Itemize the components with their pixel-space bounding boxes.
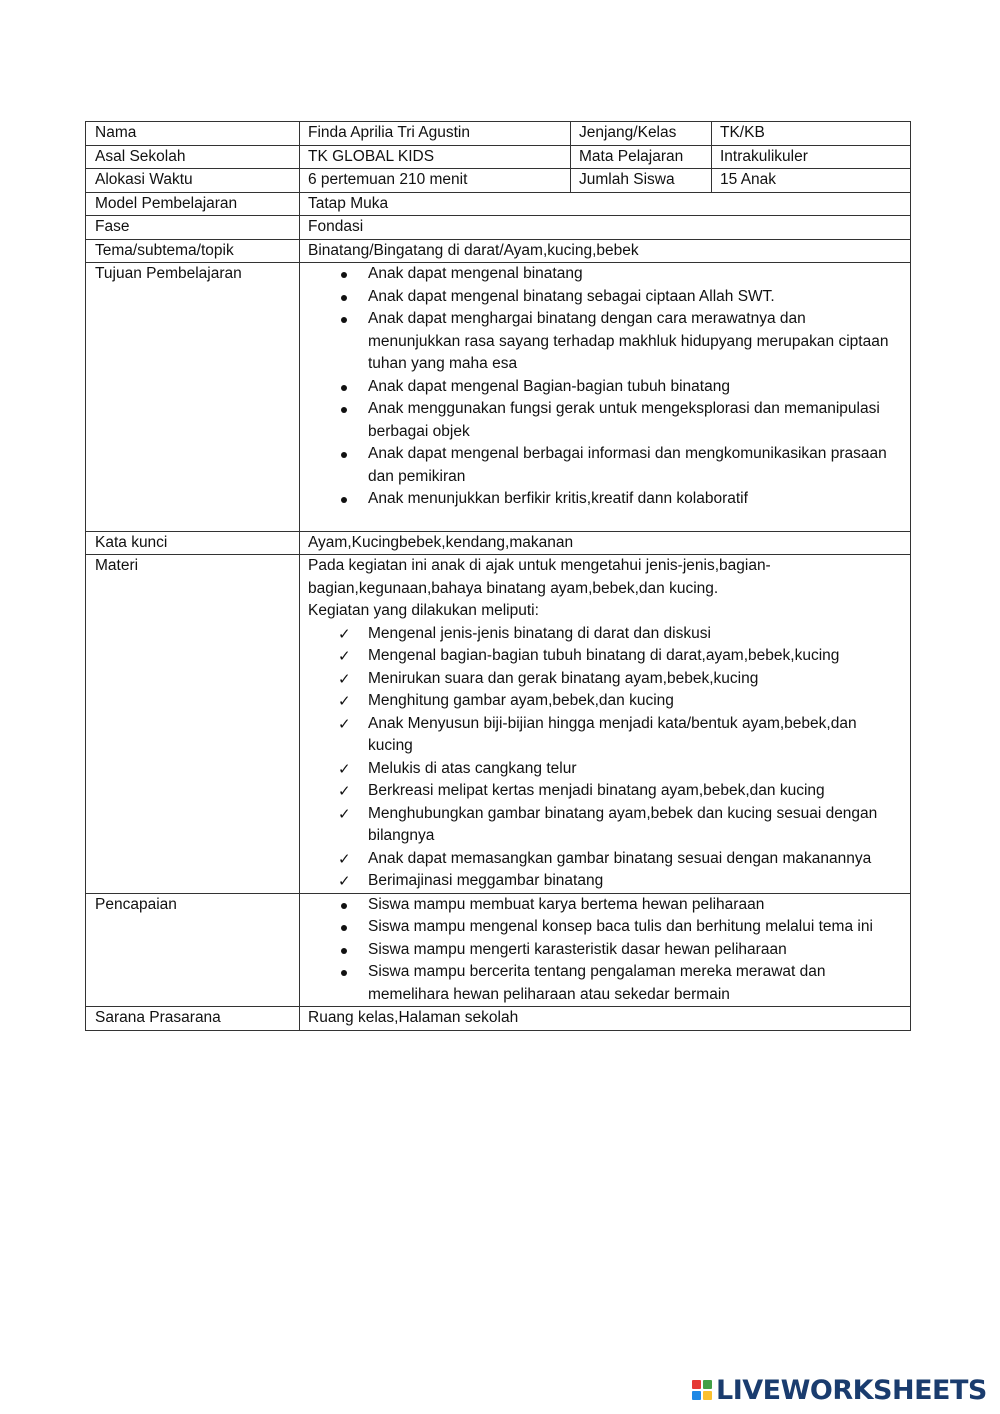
- label-jenjang-kelas: Jenjang/Kelas: [571, 122, 712, 146]
- value-mata-pelajaran: Intrakulikuler: [712, 145, 911, 169]
- label-pencapaian: Pencapaian: [86, 893, 300, 1007]
- row-asal-sekolah: [86, 145, 911, 169]
- label-fase: Fase: [86, 216, 300, 240]
- materi-lead: Kegiatan yang dilakukan meliputi:: [308, 602, 539, 619]
- materi-item: ✓ Berimajinasi meggambar binatang: [368, 870, 902, 893]
- materi-list: [308, 623, 902, 893]
- row-fase: [86, 216, 911, 240]
- label-model-pembelajaran: Model Pembelajaran: [86, 192, 300, 216]
- pencapaian-cell: [300, 893, 911, 1007]
- label-sarana: Sarana Prasarana: [86, 1007, 300, 1031]
- value-sarana: Ruang kelas,Halaman sekolah: [300, 1007, 911, 1031]
- materi-item: ✓ Mengenal bagian-bagian tubuh binatang di darat,ayam,bebek,kucing: [368, 645, 902, 668]
- tujuan-item: Anak dapat mengenal berbagai informasi dan mengkomunikasikan prasaan dan pemikiran: [368, 443, 902, 488]
- materi-item: ✓ Berkreasi melipat kertas menjadi binatang ayam,bebek,dan kucing: [368, 780, 902, 803]
- row-model-pembelajaran: [86, 192, 911, 216]
- label-nama: Nama: [86, 122, 300, 146]
- label-asal-sekolah: Asal Sekolah: [86, 145, 300, 169]
- value-model-pembelajaran: Tatap Muka: [300, 192, 911, 216]
- row-materi: [86, 555, 911, 894]
- materi-item: ✓ Anak dapat memasangkan gambar binatang sesuai dengan makanannya: [368, 848, 902, 871]
- label-tujuan: Tujuan Pembelajaran: [86, 263, 300, 532]
- value-asal-sekolah: TK GLOBAL KIDS: [300, 145, 571, 169]
- label-alokasi-waktu: Alokasi Waktu: [86, 169, 300, 193]
- logo-square: [703, 1380, 712, 1389]
- pencapaian-item: Siswa mampu membuat karya bertema hewan peliharaan: [368, 894, 902, 917]
- logo-square: [703, 1391, 712, 1400]
- materi-cell: [300, 555, 911, 894]
- logo-text: LIVEWORKSHEETS: [716, 1374, 987, 1406]
- value-kata-kunci: Ayam,Kucingbebek,kendang,makanan: [300, 531, 911, 555]
- materi-item: ✓ Menghubungkan gambar binatang ayam,bebek dan kucing sesuai dengan bilangnya: [368, 803, 902, 848]
- row-tema: [86, 239, 911, 263]
- materi-item: ✓ Anak Menyusun biji-bijian hingga menjadi kata/bentuk ayam,bebek,dan kucing: [368, 713, 902, 758]
- row-tujuan: [86, 263, 911, 532]
- row-nama: [86, 122, 911, 146]
- logo-square: [692, 1380, 701, 1389]
- materi-item: ✓ Menirukan suara dan gerak binatang ayam,bebek,kucing: [368, 668, 902, 691]
- pencapaian-item: Siswa mampu bercerita tentang pengalaman mereka merawat dan memelihara hewan peliharaan atau sekedar bermain: [368, 961, 902, 1006]
- label-mata-pelajaran: Mata Pelajaran: [571, 145, 712, 169]
- tujuan-item: Anak dapat mengenal Bagian-bagian tubuh binatang: [368, 376, 902, 399]
- tujuan-item: Anak dapat mengenal binatang: [368, 263, 902, 286]
- logo-square: [692, 1391, 701, 1400]
- tujuan-list: [308, 263, 902, 511]
- row-pencapaian: [86, 893, 911, 1007]
- value-tema: Binatang/Bingatang di darat/Ayam,kucing,bebek: [300, 239, 911, 263]
- materi-item: ✓ Mengenal jenis-jenis binatang di darat dan diskusi: [368, 623, 902, 646]
- label-materi: Materi: [86, 555, 300, 894]
- tujuan-cell: [300, 263, 911, 532]
- tujuan-item: Anak dapat mengenal binatang sebagai ciptaan Allah SWT.: [368, 286, 902, 309]
- tujuan-item: Anak dapat menghargai binatang dengan cara merawatnya dan menunjukkan rasa sayang terhadap makhluk hidupyang merupakan ciptaan tuhan yang maha esa: [368, 308, 902, 376]
- value-nama: Finda Aprilia Tri Agustin: [300, 122, 571, 146]
- row-sarana: [86, 1007, 911, 1031]
- pencapaian-item: Siswa mampu mengenal konsep baca tulis dan berhitung melalui tema ini: [368, 916, 902, 939]
- row-alokasi-waktu: [86, 169, 911, 193]
- materi-item: ✓ Menghitung gambar ayam,bebek,dan kucing: [368, 690, 902, 713]
- spacer: [308, 511, 902, 531]
- liveworksheets-logo: [692, 1374, 987, 1406]
- logo-squares-icon: [692, 1380, 712, 1400]
- label-jumlah-siswa: Jumlah Siswa: [571, 169, 712, 193]
- materi-intro: Pada kegiatan ini anak di ajak untuk mengetahui jenis-jenis,bagian-bagian,kegunaan,bahaya binatang ayam,bebek,dan kucing.: [308, 557, 771, 597]
- label-kata-kunci: Kata kunci: [86, 531, 300, 555]
- value-jumlah-siswa: 15 Anak: [712, 169, 911, 193]
- pencapaian-item: Siswa mampu mengerti karasteristik dasar hewan peliharaan: [368, 939, 902, 962]
- value-alokasi-waktu: 6 pertemuan 210 menit: [300, 169, 571, 193]
- tujuan-item: Anak menunjukkan berfikir kritis,kreatif dann kolaboratif: [368, 488, 902, 511]
- label-tema: Tema/subtema/topik: [86, 239, 300, 263]
- value-fase: Fondasi: [300, 216, 911, 240]
- tujuan-item: Anak menggunakan fungsi gerak untuk mengeksplorasi dan memanipulasi berbagai objek: [368, 398, 902, 443]
- row-kata-kunci: [86, 531, 911, 555]
- lesson-plan-table: [85, 121, 911, 1031]
- materi-item: ✓ Melukis di atas cangkang telur: [368, 758, 902, 781]
- value-jenjang-kelas: TK/KB: [712, 122, 911, 146]
- pencapaian-list: [308, 894, 902, 1007]
